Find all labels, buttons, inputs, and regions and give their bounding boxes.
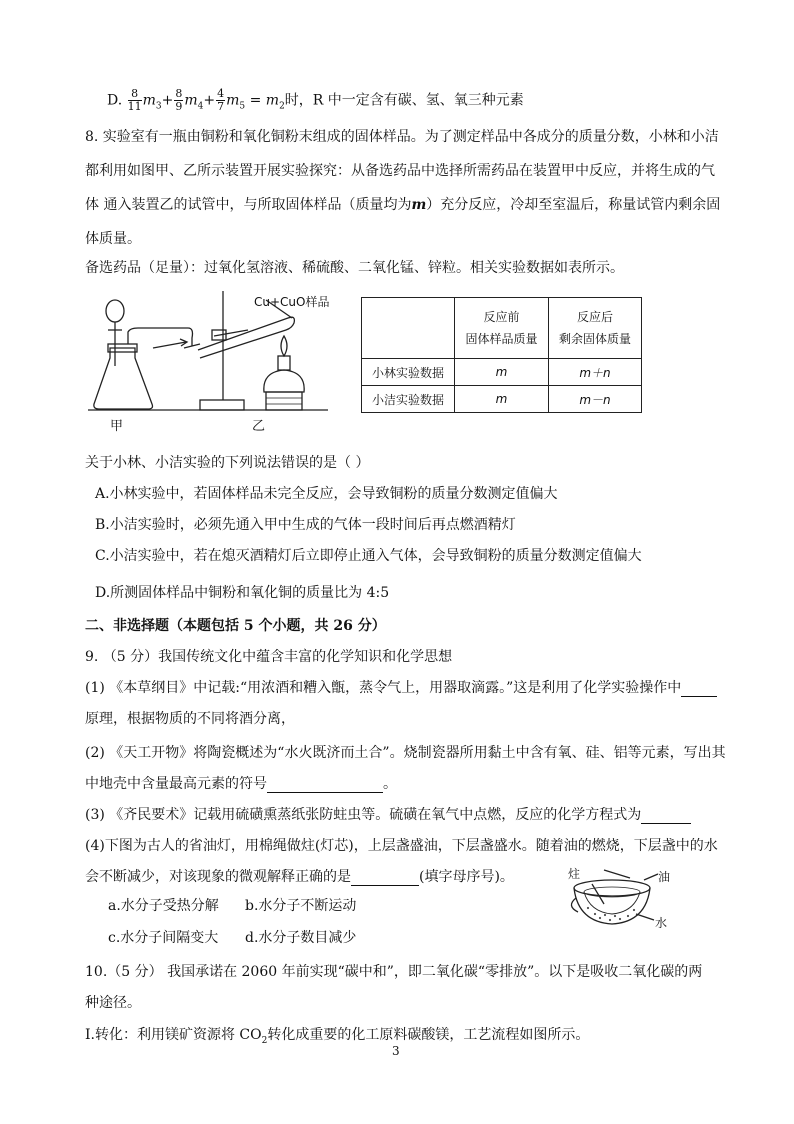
q8-line-3: 体 通入装置乙的试管中，与所取固体样品（质量均为m）充分反应，冷却至室温后，称量试管内剩余固 [85, 197, 721, 213]
conical-flask [94, 348, 153, 409]
q8-line-4: 体质量。 [85, 231, 141, 247]
q10-line-1: 10.（5 分） 我国承诺在 2060 年前实现“碳中和”，即二氧化碳“零排放”。以下是吸收二氧化碳的两 [85, 964, 703, 980]
q9-part-1: (1) 《本草纲目》中记载:“用浓酒和糟入甑，蒸令气上，用器取滴露。”这是利用了化学实验操作中 [85, 677, 717, 697]
answer-blank[interactable] [681, 682, 717, 697]
q8-option-a: A.小林实验中，若固体样品未完全反应，会导致铜粉的质量分数测定值偏大 [95, 486, 558, 502]
table-cell-after: m＋n [549, 359, 642, 386]
q7-option-d [107, 88, 524, 118]
stand-base [200, 400, 244, 410]
q8-option-b: B.小洁实验时，必须先通入甲中生成的气体一段时间后再点燃酒精灯 [95, 517, 516, 533]
subscript: 3 [155, 101, 162, 112]
label-yi: 乙 [252, 419, 266, 434]
q9-option-d: d.水分子数目减少 [245, 930, 357, 946]
answer-blank[interactable] [267, 778, 383, 793]
q9-part-4-cont: 会不断减少，对该现象的微观解释正确的是 (填字母序号)。 [85, 869, 514, 885]
label-jia: 甲 [110, 419, 124, 434]
flame [281, 336, 287, 356]
subscript: 2 [279, 101, 285, 112]
section-heading: 二、非选择题（本题包括 5 个小题，共 26 分） [85, 618, 386, 634]
table-cell-after: m－n [549, 386, 642, 413]
separatory-funnel [106, 300, 124, 322]
apparatus-label: Cu+CuO样品 [254, 295, 330, 309]
lamp-label-zhu: 炷 [568, 867, 581, 881]
q8-line-2: 都利用如图甲、乙所示装置开展实验探究：从备选药品中选择所需药品在装置甲中反应，并将生成的气 [85, 163, 715, 179]
experiment-data-table [361, 297, 642, 413]
option-text: 时，R 中一定含有碳、氢、氧三种元素 [284, 92, 524, 109]
page-number: 3 [392, 1044, 400, 1058]
equation-rhs: = m [245, 92, 280, 109]
table-cell-before: m [455, 359, 549, 386]
plus-sign: + [161, 92, 174, 109]
q9-option-c: c.水分子间隔变大 [108, 930, 219, 946]
table-row [362, 359, 642, 386]
fraction-8-11: $\frac{8}{11}$ [127, 87, 142, 113]
table-cell-name: 小林实验数据 [362, 359, 455, 386]
var-m: m [142, 92, 156, 109]
q9-option-b: b.水分子不断运动 [245, 898, 357, 914]
q8-question: 关于小林、小洁实验的下列说法错误的是（ ） [85, 455, 370, 471]
q9-option-a: a.水分子受热分解 [108, 898, 219, 914]
alcohol-lamp [264, 370, 304, 392]
subscript: 5 [239, 101, 246, 112]
lamp-label-shui: 水 [655, 916, 668, 930]
plus-sign: + [203, 92, 216, 109]
table-header-before: 反应前 固体样品质量 [455, 298, 549, 359]
lamp-label-you: 油 [658, 870, 671, 884]
delivery-tube [128, 328, 193, 346]
table-row [362, 386, 642, 413]
q9-part-2: (2) 《天工开物》将陶瓷概述为“水火既济而土合”。烧制瓷器所用黏土中含有氧、硅、铝等元素，写出其 [85, 745, 726, 761]
fraction-8-9: $\frac{8}{9}$ [175, 87, 183, 113]
table-cell-before: m [455, 386, 549, 413]
fraction-4-7: $\frac{4}{7}$ [217, 87, 225, 113]
q8-option-d: D.所测固体样品中铜粉和氧化铜的质量比为 4:5 [95, 585, 390, 601]
var-m: m [411, 197, 427, 213]
var-m: m [226, 92, 240, 109]
answer-blank[interactable] [641, 809, 691, 824]
q9-part-1-cont: 原理，根据物质的不同将酒分离， [85, 711, 295, 727]
q9-part-4: (4)下图为古人的省油灯，用棉绳做炷(灯芯)，上层盏盛油，下层盏盛水。随着油的燃烧，下层盏中的水 [85, 838, 718, 854]
table-header-after: 反应后 剩余固体质量 [549, 298, 642, 359]
q9-part-3: (3) 《齐民要术》记载用硫磺熏蒸纸张防蛀虫等。硫磺在氧气中点燃，反应的化学方程式为 [85, 804, 691, 824]
table-corner-cell [362, 298, 455, 359]
q9-title: 9. （5 分）我国传统文化中蕴含丰富的化学知识和化学思想 [85, 649, 453, 665]
wood-block [266, 392, 302, 410]
var-m: m [184, 92, 198, 109]
q8-line-5: 备选药品（足量）：过氧化氢溶液、稀硫酸、二氧化锰、锌粒。相关实验数据如表所示。 [85, 260, 624, 276]
answer-blank[interactable] [351, 871, 419, 886]
q8-line-1: 8. 实验室有一瓶由铜粉和氧化铜粉末组成的固体样品。为了测定样品中各成分的质量分数，小林和小洁 [85, 129, 719, 145]
table-cell-name: 小洁实验数据 [362, 386, 455, 413]
q10-line-3: I.转化：利用镁矿资源将 $CO_2$转化成重要的化工原料碳酸镁，工艺流程如图所示。 [85, 1027, 590, 1046]
q10-line-2: 种途径。 [85, 995, 141, 1011]
option-label: D. [107, 92, 123, 109]
q8-option-c: C.小洁实验中，若在熄灭酒精灯后立即停止通入气体，会导致铜粉的质量分数测定值偏大 [95, 548, 642, 564]
subscript: 4 [197, 101, 204, 112]
table-header-row [362, 298, 642, 359]
q9-part-2-cont: 中地壳中含量最高元素的符号 。 [85, 776, 397, 792]
